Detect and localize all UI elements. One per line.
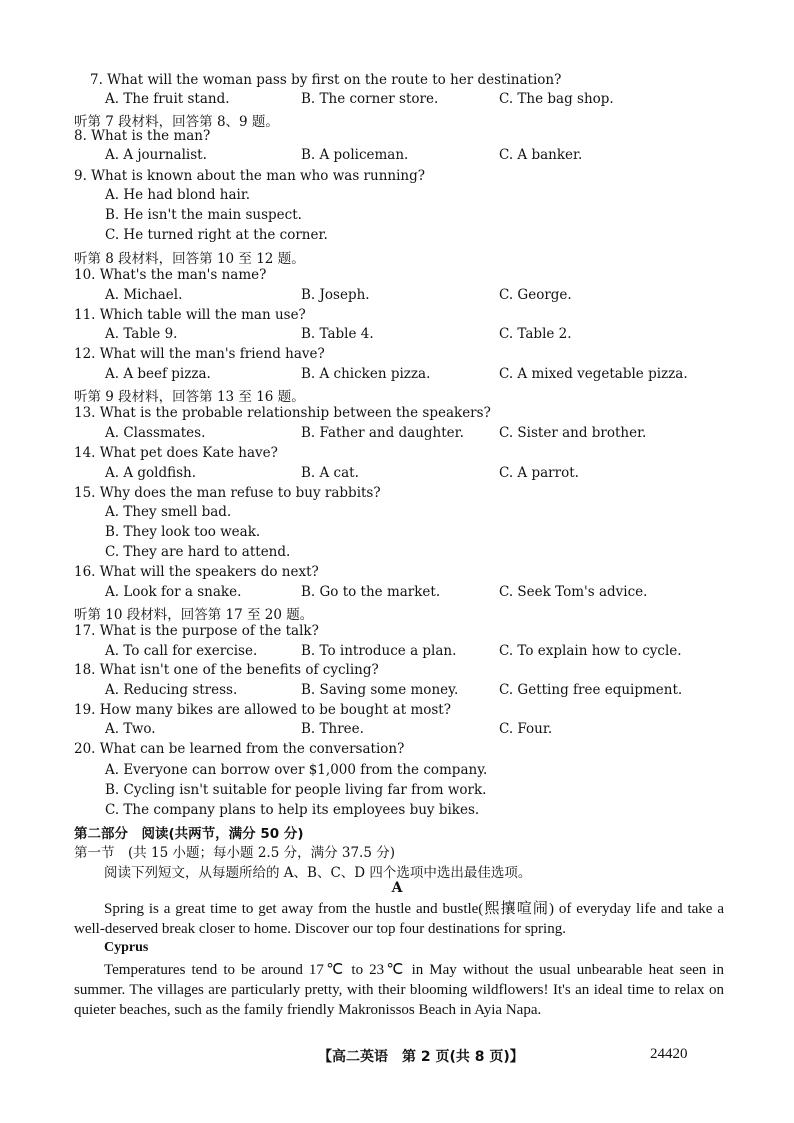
option-a: A. Classmates. xyxy=(105,425,206,441)
part-two-title: 第二部分 阅读(共两节，满分 50 分) xyxy=(74,826,304,842)
option-c: C. He turned right at the corner. xyxy=(105,227,328,243)
option-a: A. A journalist. xyxy=(105,147,207,163)
footer-label: 【高二英语 第 2 页(共 8 页)】 xyxy=(318,1049,524,1065)
question-8: 8. What is the man? xyxy=(74,128,211,144)
option-b: B. Table 4. xyxy=(301,326,374,342)
section-header-9: 听第 9 段材料，回答第 13 至 16 题。 xyxy=(74,389,305,405)
option-a: A. Look for a snake. xyxy=(105,584,242,600)
option-c: C. The bag shop. xyxy=(499,91,614,107)
question-19: 19. How many bikes are allowed to be bought at most? xyxy=(74,702,451,718)
option-a: A. Michael. xyxy=(105,287,183,303)
reading-instruction: 阅读下列短文，从每题所给的 A、B、C、D 四个选项中选出最佳选项。 xyxy=(104,865,532,881)
passage-paragraph-2: Temperatures tend to be around 17℃ to 23℃ in May without the usual unbearable heat seen in summer. The villages are particularly pretty, with their blooming wildflowers! It's an ideal time to relax on quieter beaches, such as the family friendly Makronissos Beach in Ayia Napa. xyxy=(74,962,724,1018)
option-a: A. Reducing stress. xyxy=(105,682,238,698)
option-c: C. To explain how to cycle. xyxy=(499,643,682,659)
passage-paragraph-1: Spring is a great time to get away from the hustle and bustle(熙攘喧闹) of everyday life and take a well-deserved break closer to home. Discover our top four destinations for spring. xyxy=(74,901,724,937)
section-header-7: 听第 7 段材料，回答第 8、9 题。 xyxy=(74,114,279,130)
option-c: C. Seek Tom's advice. xyxy=(499,584,648,600)
question-11: 11. Which table will the man use? xyxy=(74,307,306,323)
option-a: A. A beef pizza. xyxy=(105,366,211,382)
option-b: B. A policeman. xyxy=(301,147,409,163)
option-b: B. To introduce a plan. xyxy=(301,643,457,659)
question-13: 13. What is the probable relationship between the speakers? xyxy=(74,405,491,421)
option-c: C. A mixed vegetable pizza. xyxy=(499,366,688,382)
option-b: B. Cycling isn't suitable for people living far from work. xyxy=(105,782,487,798)
option-c: C. Four. xyxy=(499,721,553,737)
option-b: B. Joseph. xyxy=(301,287,370,303)
option-b: B. A cat. xyxy=(301,465,359,481)
option-b: B. Father and daughter. xyxy=(301,425,464,441)
question-7: 7. What will the woman pass by first on the route to her destination? xyxy=(90,72,562,88)
option-b: B. Three. xyxy=(301,721,364,737)
question-15: 15. Why does the man refuse to buy rabbits? xyxy=(74,485,381,501)
question-14: 14. What pet does Kate have? xyxy=(74,445,278,461)
option-c: C. Getting free equipment. xyxy=(499,682,683,698)
option-a: A. The fruit stand. xyxy=(105,91,230,107)
option-a: A. Two. xyxy=(105,721,156,737)
question-18: 18. What isn't one of the benefits of cycling? xyxy=(74,662,379,678)
option-a: A. To call for exercise. xyxy=(105,643,258,659)
section-one-title: 第一节 (共 15 小题；每小题 2.5 分，满分 37.5 分) xyxy=(74,845,395,861)
question-10: 10. What's the man's name? xyxy=(74,267,267,283)
option-b: B. They look too weak. xyxy=(105,524,261,540)
option-a: A. He had blond hair. xyxy=(105,187,251,203)
section-header-8: 听第 8 段材料，回答第 10 至 12 题。 xyxy=(74,251,305,267)
question-12: 12. What will the man's friend have? xyxy=(74,346,325,362)
option-b: B. He isn't the main suspect. xyxy=(105,207,302,223)
option-a: A. They smell bad. xyxy=(105,504,232,520)
question-9: 9. What is known about the man who was running? xyxy=(74,168,425,184)
footer-code: 24420 xyxy=(650,1046,688,1062)
option-a: A. A goldfish. xyxy=(105,465,197,481)
option-c: C. They are hard to attend. xyxy=(105,544,291,560)
option-c: C. Sister and brother. xyxy=(499,425,647,441)
option-a: A. Table 9. xyxy=(105,326,178,342)
option-b: B. A chicken pizza. xyxy=(301,366,431,382)
option-b: B. The corner store. xyxy=(301,91,439,107)
option-c: C. A banker. xyxy=(499,147,583,163)
option-a: A. Everyone can borrow over $1,000 from the company. xyxy=(105,762,488,778)
question-16: 16. What will the speakers do next? xyxy=(74,564,319,580)
passage-subheading: Cyprus xyxy=(104,940,149,955)
passage-letter: A xyxy=(391,880,403,896)
option-c: C. George. xyxy=(499,287,572,303)
section-header-10: 听第 10 段材料，回答第 17 至 20 题。 xyxy=(74,607,314,623)
question-20: 20. What can be learned from the conversation? xyxy=(74,741,405,757)
option-b: B. Go to the market. xyxy=(301,584,441,600)
option-c: C. Table 2. xyxy=(499,326,572,342)
question-17: 17. What is the purpose of the talk? xyxy=(74,623,319,639)
option-c: C. A parrot. xyxy=(499,465,579,481)
option-b: B. Saving some money. xyxy=(301,682,459,698)
option-c: C. The company plans to help its employees buy bikes. xyxy=(105,802,480,818)
